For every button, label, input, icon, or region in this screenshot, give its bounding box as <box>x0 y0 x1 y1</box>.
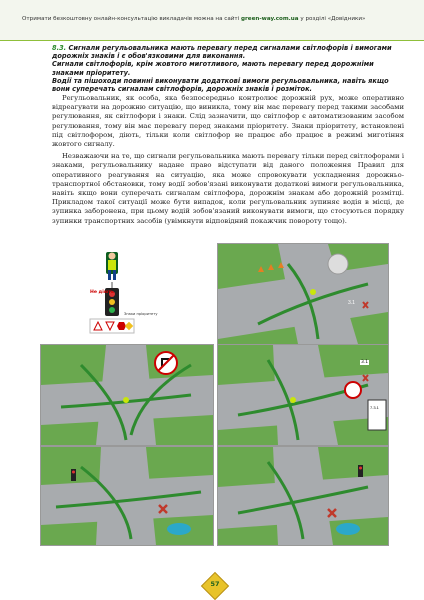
svg-text:7.3.1: 7.3.1 <box>370 405 379 410</box>
rule-line-1: Сигнали регульовальника мають перевагу перед сигналами світлофорів і вимогами дорожніх знаків і є обов'язковими для виконання. <box>52 44 392 61</box>
rule-line-3: Водії та пішоходи повинні виконувати додаткові вимоги регульовальника, навіть якщо вони суперечать сигналам світлофорів, дорожніх знаків і розміток. <box>52 76 389 94</box>
header-text <box>22 16 412 22</box>
rule-number: 8.3. <box>52 44 67 52</box>
priority-label: Не діють <box>90 290 114 295</box>
figure-intersection-2 <box>40 344 214 446</box>
figure-intersection-4 <box>40 446 214 546</box>
header-prefix: Отримати безкоштовну онлайн-консультацію викладачів можна на сайті <box>22 16 240 22</box>
sign-caption: Знаки пріоритету <box>124 312 158 316</box>
rule-block <box>52 44 404 93</box>
figure-priority-panel <box>58 250 164 336</box>
svg-text:3.1: 3.1 <box>348 300 355 306</box>
figure-intersection-1 <box>217 243 389 345</box>
page-number: 57 <box>210 580 220 588</box>
figure-intersection-3 <box>217 344 389 446</box>
body-text <box>52 94 404 229</box>
sign-3-1-label: 3.1 <box>361 360 369 365</box>
paragraph-1: Регульовальник, як особа, яка безпосередньо контролює дорожній рух, може оперативно відреагувати на дорожню ситуацію, що виникла, тому він має перевагу перед такими засобами регулювання, як світлофори і знаки. Слід зазначити, що світлофор є автоматизованим засобом регулювання, тому він має перевагу перед знаками пріоритету. Знаки пріоритету, встановлені під світлофором, діють, тільки коли світлофор не працює або працює в режимі миготіння жовтого сигналу. <box>52 94 404 149</box>
paragraph-2: Незважаючи на те, що сигнали регульовальника мають перевагу тільки перед світлофорами і знаками, регульовальнику надане право відступати від даного положення Правил для оперативного реагування на ситуацію, яка може спровокувати ускладнення дорожньо-транспортної обстановки, тому водії зобов'язані виконувати додаткові вимоги регульовальника, навіть якщо вони суперечать сигналам світлофора, дорожнім знакам або дорожній розмітці. Прикладом такої ситуації може бути випадок, коли регульовальник зупиняє водія в місці, де зупинка заборонена, при цьому водій зобов'язаний виконувати вимоги, що стосуються порядку зупинки транспортних засобів (увімкнути відповідний покажчик повороту тощо). <box>52 152 404 225</box>
rule-line-2: Сигнали світлофорів, крім жовтого миготливого, мають перевагу перед дорожніми знаками пріоритету. <box>52 60 374 77</box>
header-suffix: у розділі «Довідники» <box>300 16 366 22</box>
figure-intersection-5 <box>217 446 389 546</box>
header-site-link[interactable]: green-way.com.ua <box>241 16 299 22</box>
